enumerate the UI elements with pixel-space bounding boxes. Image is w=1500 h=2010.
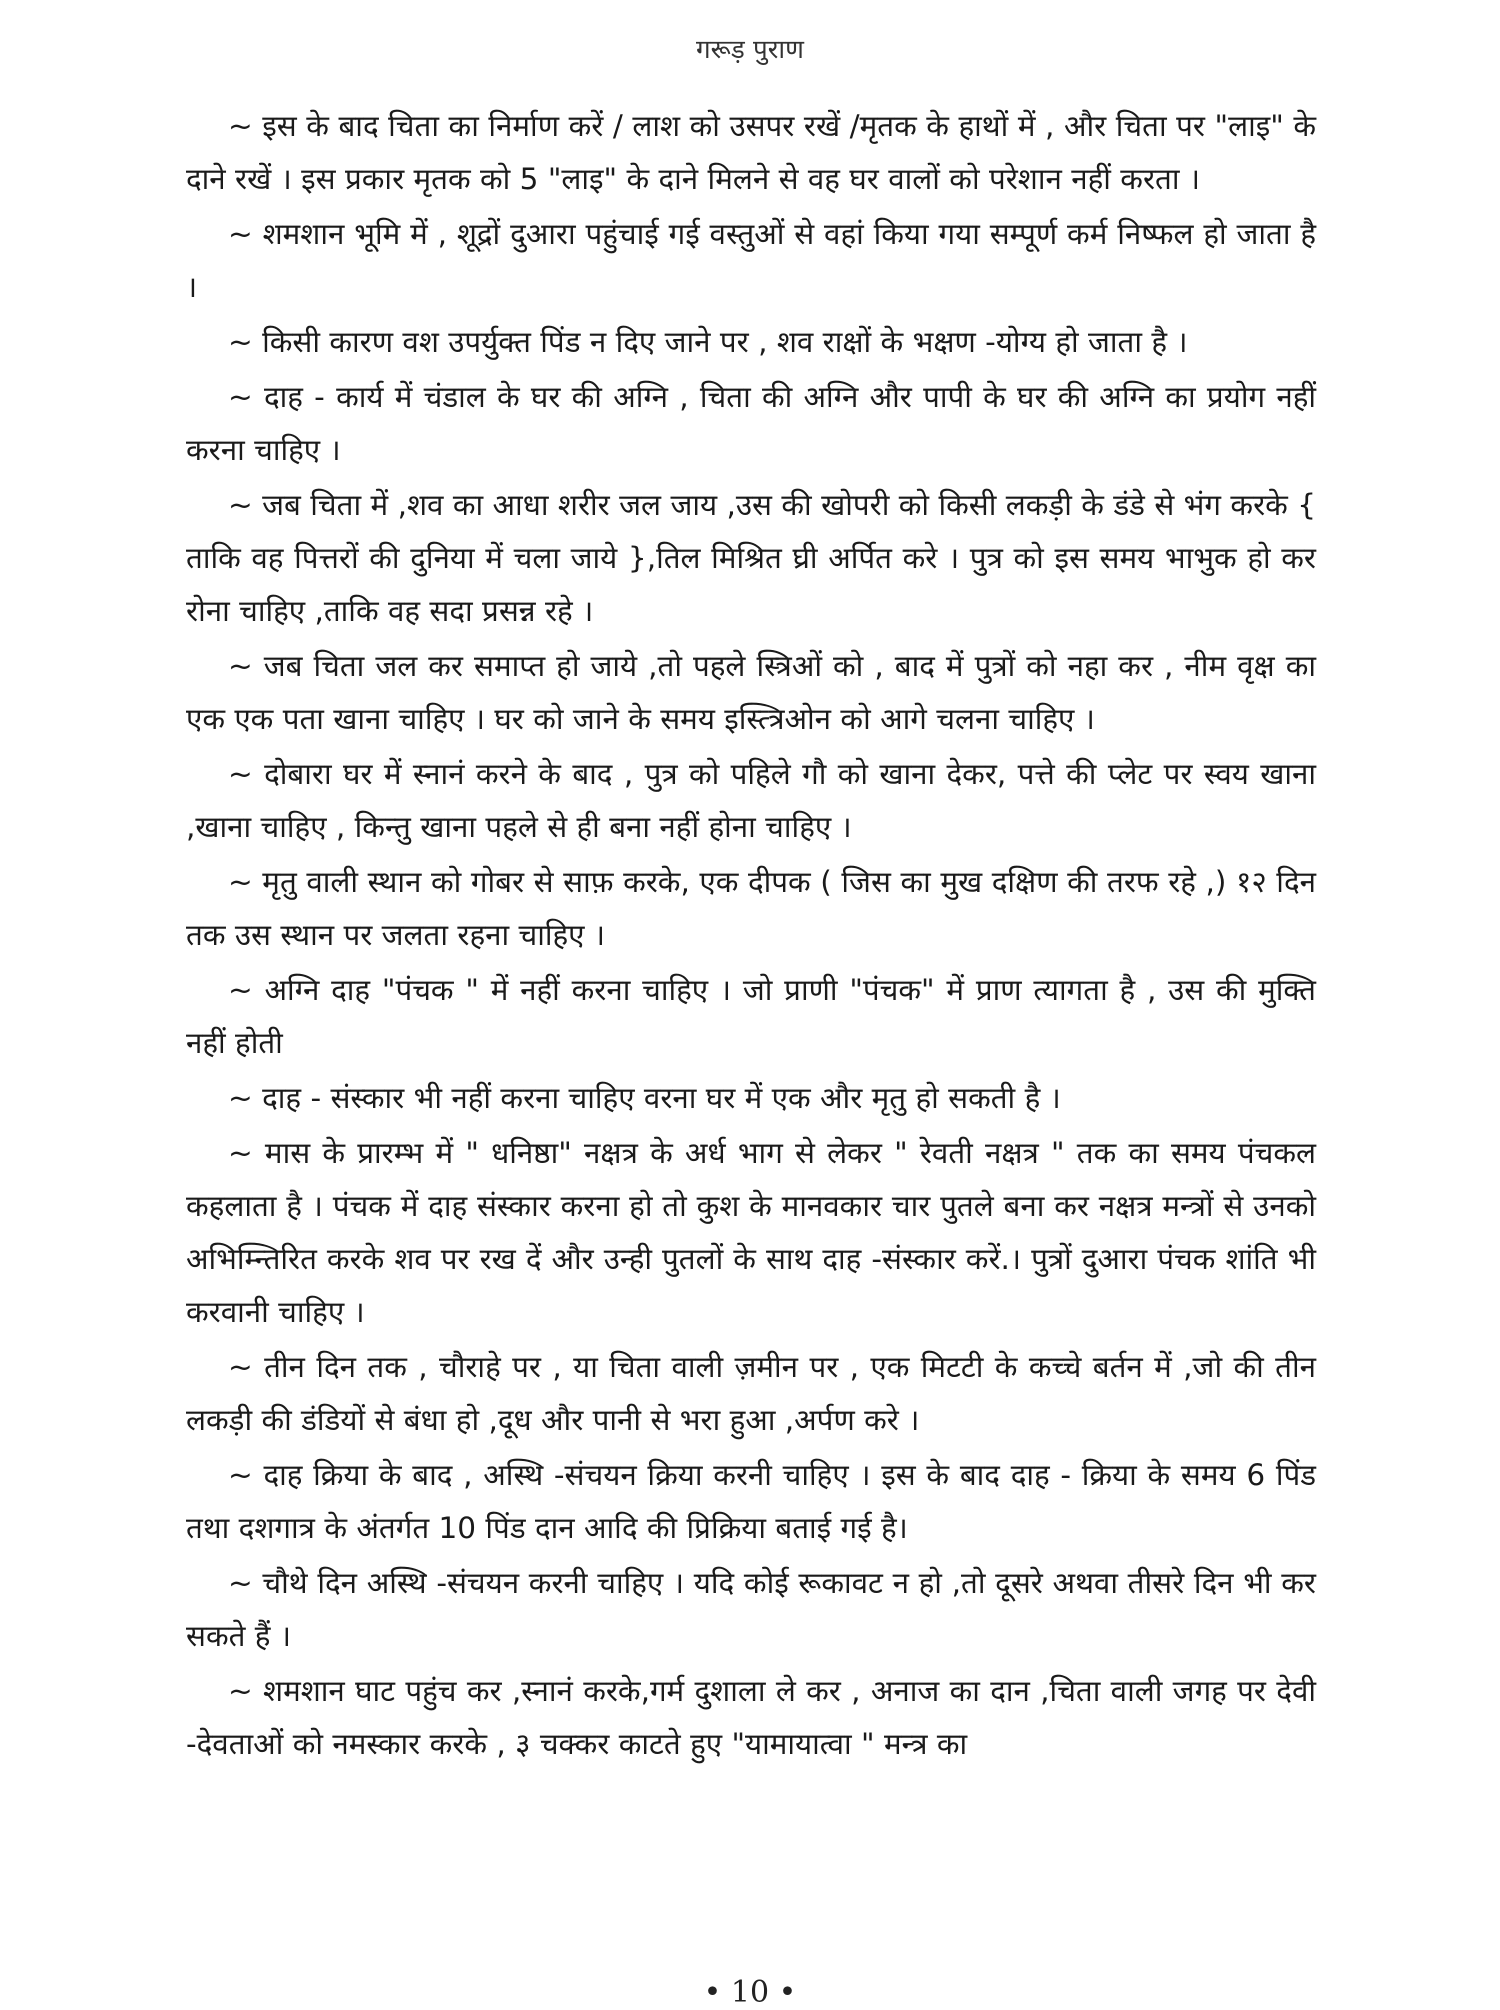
paragraph: ~ चौथे दिन अस्थि -संचयन करनी चाहिए । यदि कोई रूकावट न हो ,तो दूसरे अथवा तीसरे दिन भी कर सकते हैं । [186, 1566, 1316, 1653]
paragraph: ~ जब चिता में ,शव का आधा शरीर जल जाय ,उस की खोपरी को किसी लकड़ी के डंडे से भंग करके { ताकि वह पित्तरों की दुनिया में चला जाये },तिल मिश्रित घ्री अर्पित करे । पुत्र को इस समय भाभुक हो कर रोना चाहिए ,ताकि वह सदा प्रसन्न रहे । [186, 488, 1316, 628]
paragraph: ~ मृतु वाली स्थान को गोबर से साफ़ करके, एक दीपक ( जिस का मुख दक्षिण की तरफ रहे ,) १२ दिन तक उस स्थान पर जलता रहना चाहिए । [186, 865, 1316, 952]
paragraph: ~ किसी कारण वश उपर्युक्त पिंड न दिए जाने पर , शव राक्षों के भक्षण -योग्य हो जाता है । [228, 325, 1188, 359]
page-number: • 10 • [703, 1975, 797, 2010]
paragraph: ~ जब चिता जल कर समाप्त हो जाये ,तो पहले स्त्रिओं को , बाद में पुत्रों को नहा कर , नीम वृक्ष का एक एक पता खाना चाहिए । घर को जाने के समय इस्त्त्रिओन को आगे चलना चाहिए । [186, 649, 1316, 736]
paragraph: ~ दाह क्रिया के बाद , अस्थि -संचयन क्रिया करनी चाहिए । इस के बाद दाह - क्रिया के समय 6 पिंड तथा दशगात्र के अंतर्गत 10 पिंड दान आदि की प्रिक्रिया बताई गई है। [186, 1458, 1316, 1545]
paragraph: ~ दोबारा घर में स्नानं करने के बाद , पुत्र को पहिले गौ को खाना देकर, पत्ते की प्लेट पर स्वय खाना ,खाना चाहिए , किन्तु खाना पहले से ही बना नहीं होना चाहिए । [186, 757, 1316, 844]
page-header-title: गरूड़ पुराण [696, 35, 804, 65]
paragraph: ~ शमशान घाट पहुंच कर ,स्नानं करके,गर्म दुशाला ले कर , अनाज का दान ,चिता वाली जगह पर देवी -देवताओं को नमस्कार करके , ३ चक्कर काटते हुए "यामायात्वा " मन्त्र का [186, 1674, 1316, 1761]
paragraph: ~ इस के बाद चिता का निर्माण करें / लाश को उसपर रखें /मृतक के हाथों में , और चिता पर "लाइ" के दाने रखें । इस प्रकार मृतक को 5 "लाइ" के दाने मिलने से वह घर वालों को परेशान नहीं करता । [186, 109, 1316, 196]
paragraph: ~ दाह - कार्य में चंडाल के घर की अग्नि , चिता की अग्नि और पापी के घर की अग्नि का प्रयोग नहीं करना चाहिए । [186, 380, 1316, 467]
paragraph: ~ दाह - संस्कार भी नहीं करना चाहिए वरना घर में एक और मृतु हो सकती है । [228, 1081, 1061, 1115]
paragraph: ~ मास के प्रारम्भ में " धनिष्ठा" नक्षत्र के अर्ध भाग से लेकर " रेवती नक्षत्र " तक का समय पंचकल कहलाता है । पंचक में दाह संस्कार करना हो तो कुश के मानवकार चार पुतले बना कर नक्षत्र मन्त्रों से उनको अभिम्न्तिरित करके शव पर रख दें और उन्ही पुतलों के साथ दाह -संस्कार करें.। पुत्रों दुआरा पंचक शांति भी करवानी चाहिए । [186, 1136, 1316, 1329]
paragraph: ~ अग्नि दाह "पंचक " में नहीं करना चाहिए । जो प्राणी "पंचक" में प्राण त्यागता है , उस की मुक्ति नहीं होती [186, 973, 1316, 1060]
page-body [186, 100, 1316, 1773]
paragraph: ~ तीन दिन तक , चौराहे पर , या चिता वाली ज़मीन पर , एक मिटटी के कच्चे बर्तन में ,जो की तीन लकड़ी की डंडियों से बंधा हो ,दूध और पानी से भरा हुआ ,अर्पण करे । [186, 1350, 1316, 1437]
paragraph: ~ शमशान भूमि में , शूद्रों दुआरा पहुंचाई गई वस्तुओं से वहां किया गया सम्पूर्ण कर्म निष्फल हो जाता है । [186, 217, 1316, 304]
